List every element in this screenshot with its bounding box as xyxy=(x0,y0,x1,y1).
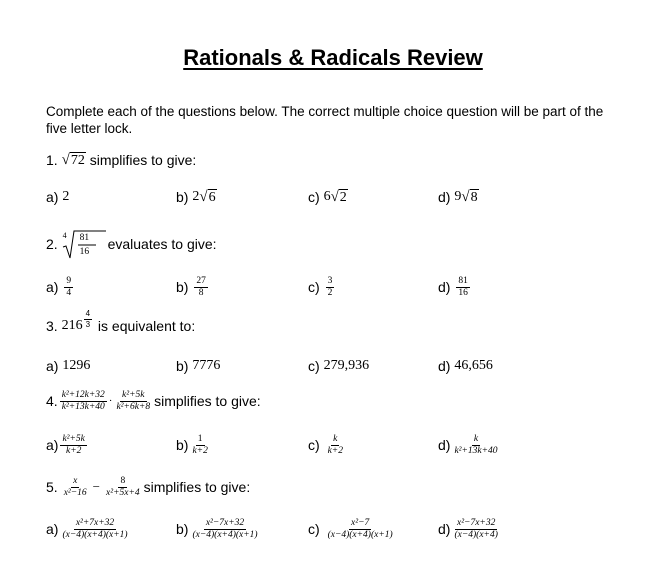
square-root: √ 72 xyxy=(61,152,85,168)
square-root: √ 2 xyxy=(330,189,347,205)
question-number: 2. xyxy=(46,236,58,252)
question-number: 5. xyxy=(46,479,58,496)
q2-option-b: b) $\frac{27}{8}$ xyxy=(176,276,206,298)
fraction-1: $\frac{x}{\text{x²−16}}$ xyxy=(63,476,87,498)
question-text: simplifies to give: xyxy=(89,152,197,168)
q4-option-d: d) $\frac{k}{\text{k²+13k+40}}$ xyxy=(438,434,498,456)
square-root: √ 8 xyxy=(461,189,478,205)
q2-option-c: c) $\frac{3}{2}$ xyxy=(308,276,333,298)
base: 216 xyxy=(61,318,83,333)
q4-option-c: c) $\frac{k}{k+2}$ xyxy=(308,434,343,456)
page-title: Rationals & Radicals Review xyxy=(183,45,483,70)
q2-option-a: a) $\frac{9}{4}$ xyxy=(46,276,72,298)
q3-option-b: b) 7776 xyxy=(176,358,221,374)
fractional-exponent: $\frac{4}{3}$ xyxy=(85,309,91,329)
q3-option-c: c) 279,936 xyxy=(308,358,370,374)
fraction-2: $\frac{\text{k²+5k}}{\text{k²+6k+8}}$ xyxy=(116,390,151,412)
question-text: simplifies to give: xyxy=(154,393,261,410)
question-text: simplifies to give: xyxy=(143,479,251,496)
q4-option-a: a) $\frac{\text{k²+5k}}{k+2}$ xyxy=(46,434,85,456)
q4-option-b: b) $\frac{1}{k+2}$ xyxy=(176,434,208,456)
fraction-1: $\frac{\text{k²+12k+32}}{\text{k²+13k+40}}$ xyxy=(61,390,105,412)
question-text: is equivalent to: xyxy=(97,318,196,334)
q1-option-d: d) 9 √ 8 xyxy=(438,189,478,205)
q5-option-a: a) $\frac{\text{x²+7x+32}}{(x-4)(x+4)(x+1)}$ xyxy=(46,518,128,540)
question-number: 3. xyxy=(46,318,58,334)
q5-option-c: c) $\frac{\text{x²−7}}{(x-4)(x+4)(x+1)}$ xyxy=(308,518,393,540)
q3-option-d: d) 46,656 xyxy=(438,358,493,374)
fraction-2: $\frac{8}{\text{x²+5x+4}}$ xyxy=(106,476,140,498)
q2-option-d: d) $\frac{81}{16}$ xyxy=(438,276,468,298)
question-text: evaluates to give: xyxy=(107,236,217,252)
question-5: 5. $\frac{x}{\text{x²−16}}$ − $\frac{8}{\text{x²+5x+4}}$ simplifies to give: xyxy=(46,476,251,498)
question-3 xyxy=(46,309,196,334)
q5-option-b: b) $\frac{\text{x²−7x+32}}{(x-4)(x+4)(x+1)}$ xyxy=(176,518,258,540)
q1-option-a: a) 2 xyxy=(46,189,70,205)
question-number: 4. xyxy=(46,393,58,410)
question-2 xyxy=(46,228,217,260)
q5-option-d: d) $\frac{\text{x²−7x+32}}{(x-4)(x+4)}$ xyxy=(438,518,498,540)
q3-option-a: a) 1296 xyxy=(46,358,91,374)
question-4: 4. $\frac{\text{k²+12k+32}}{\text{k²+13k+40}}$ · $\frac{\text{k²+5k}}{\text{k²+6k+8}}$ simplifies to give: xyxy=(46,390,261,412)
square-root: √ 6 xyxy=(199,189,216,205)
q1-option-c: c) 6 √ 2 xyxy=(308,189,347,205)
question-1 xyxy=(46,152,196,168)
fourth-root: 4 81 16 xyxy=(62,228,108,260)
question-number: 1. xyxy=(46,152,58,168)
instructions: Complete each of the questions below. The correct multiple choice question will be part of the five letter lock. xyxy=(46,104,604,136)
q1-option-b: b) 2 √ 6 xyxy=(176,189,216,205)
